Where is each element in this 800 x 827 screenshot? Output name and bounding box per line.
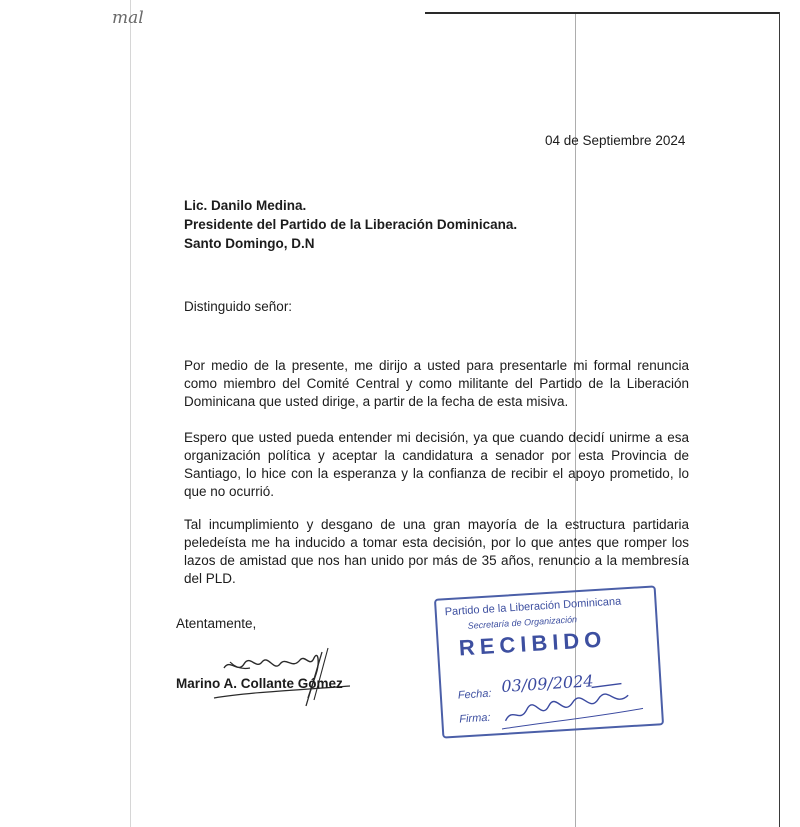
- closing: Atentamente,: [176, 616, 257, 631]
- paragraph-1: Por medio de la presente, me dirijo a usted para presentarle mi formal renuncia como miembro del Comité Central y como militante del Partido de la Liberación Dominicana que usted dirige, a partir de la fecha de esta misiva.: [184, 358, 689, 409]
- recipient-location: Santo Domingo, D.N: [184, 236, 315, 251]
- letter-date: 04 de Septiembre 2024: [545, 133, 686, 148]
- page-left-edge: [130, 0, 131, 827]
- stamp-organization: Partido de la Liberación Dominicana: [444, 595, 622, 619]
- stamp-department: Secretaría de Organización: [467, 614, 578, 631]
- margin-note: mal: [112, 8, 144, 28]
- right-rule: [779, 12, 780, 827]
- recipient-block: [184, 196, 517, 253]
- stamp-signature-label: Firma:: [458, 711, 491, 726]
- stamp-date-label: Fecha:: [457, 687, 492, 702]
- stamp-date-value: 03/09/2024: [500, 671, 595, 696]
- top-rule: [425, 12, 780, 14]
- received-stamp: [434, 585, 664, 738]
- signer-name: Marino A. Collante Gómez: [176, 676, 343, 691]
- greeting: Distinguido señor:: [184, 299, 293, 314]
- recipient-title: Presidente del Partido de la Liberación Dominicana.: [184, 217, 518, 232]
- handwritten-signature: [210, 640, 360, 710]
- paragraph-3: Tal incumplimiento y desgano de una gran mayoría de la estructura partidaria peledeísta me ha inducido a tomar esta decisión, por lo que antes que romper los lazos de amistad que nos han unido por más de 35 años, renuncio a la membresía del PLD.: [184, 517, 689, 586]
- paragraph-2: Espero que usted pueda entender mi decisión, ya que cuando decidí unirme a esa organización política y aceptar la candidatura a senador por esta Provincia de Santiago, lo hice con la esperanza y la confianza de recibir el apoyo prometido, lo que no ocurrió.: [184, 430, 689, 499]
- stamp-handwritten-signature: [436, 587, 666, 740]
- stamp-status: RECIBIDO: [458, 626, 608, 661]
- recipient-name: Lic. Danilo Medina.: [184, 198, 307, 213]
